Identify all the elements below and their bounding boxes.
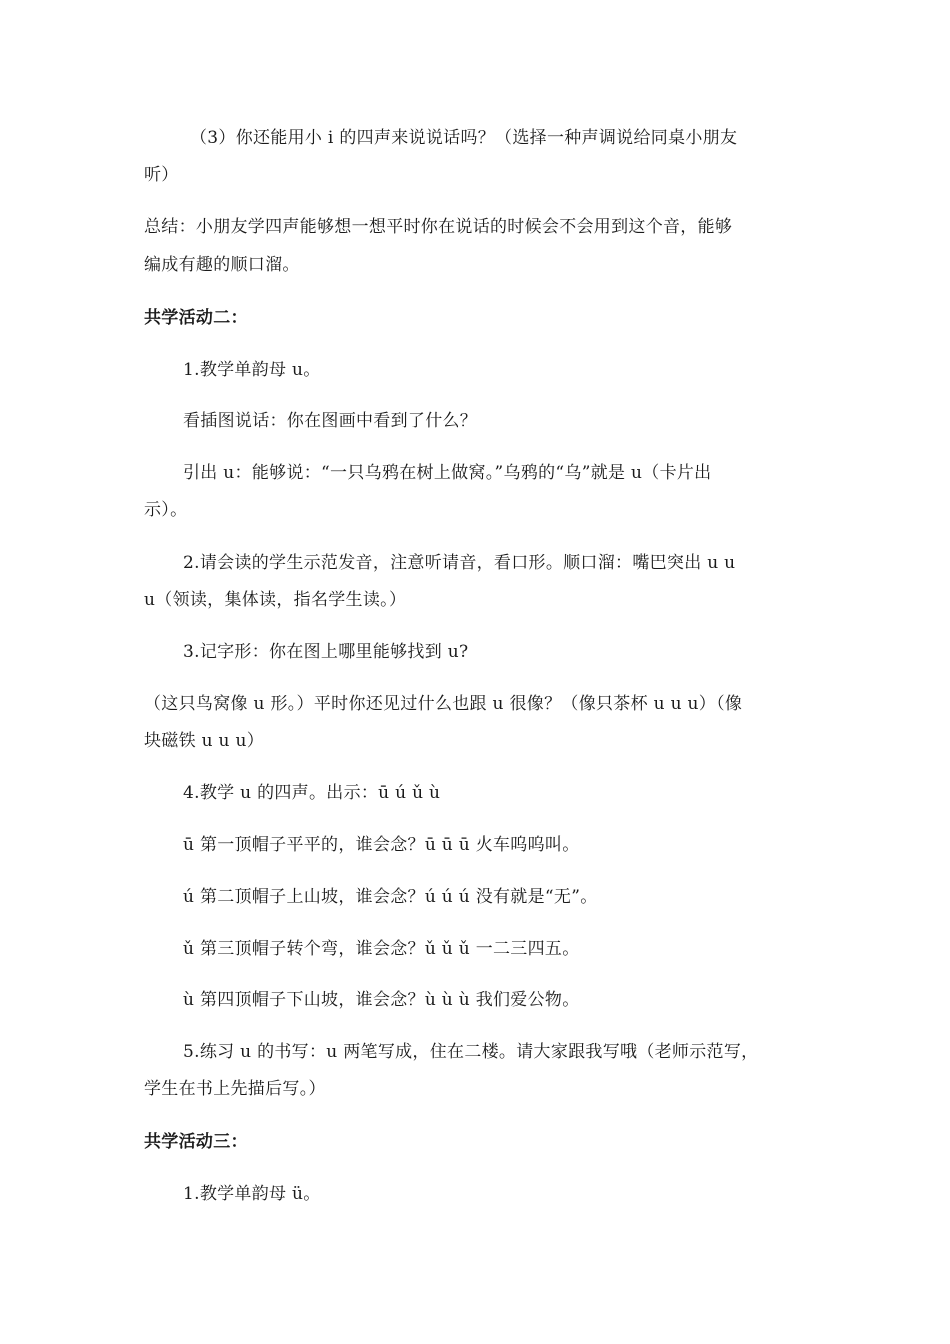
section-heading-activity-3: 共学活动三： — [144, 1132, 248, 1152]
paragraph-item-5-cont: 学生在书上先描后写。） — [144, 1079, 326, 1099]
paragraph-item-3: 3.记字形：你在图上哪里能够找到 u? — [183, 642, 469, 662]
paragraph-activity3-item-1: 1.教学单韵母 ü。 — [183, 1184, 321, 1204]
paragraph-tone-4: ù 第四顶帽子下山坡，谁会念？ù ù ù 我们爱公物。 — [183, 990, 580, 1010]
paragraph-picture-talk: 看插图说话：你在图画中看到了什么？ — [183, 411, 478, 431]
paragraph-introduce-u: 引出 u：能够说：“一只乌鸦在树上做窝。”乌鸦的“乌”就是 u（卡片出 — [183, 463, 712, 483]
paragraph-item-2-cont: u（领读，集体读，指名学生读。） — [144, 590, 407, 610]
paragraph-item-1: 1.教学单韵母 u。 — [183, 360, 321, 380]
paragraph-tone-3: ǔ 第三顶帽子转个弯，谁会念？ǔ ǔ ǔ 一二三四五。 — [183, 939, 580, 959]
paragraph-shape: （这只鸟窝像 u 形。）平时你还见过什么也跟 u 很像？（像只茶杯 u u u）（像 — [144, 694, 743, 714]
paragraph-shape-cont: 块磁铁 u u u） — [144, 731, 265, 751]
paragraph-activity1-q3: （3）你还能用小 i 的四声来说说话吗？（选择一种声调说给同桌小朋友 — [190, 128, 738, 148]
paragraph-item-5: 5.练习 u 的书写：u 两笔写成，住在二楼。请大家跟我写哦（老师示范写， — [183, 1042, 759, 1062]
paragraph-tone-1: ū 第一顶帽子平平的，谁会念？ū ū ū 火车呜呜叫。 — [183, 835, 580, 855]
section-heading-activity-2: 共学活动二： — [144, 308, 248, 328]
paragraph-activity1-q3-cont: 听） — [144, 165, 179, 185]
paragraph-summary: 总结：小朋友学四声能够想一想平时你在说话的时候会不会用到这个音，能够 — [144, 217, 733, 237]
paragraph-summary-cont: 编成有趣的顺口溜。 — [144, 255, 300, 275]
paragraph-introduce-u-cont: 示）。 — [144, 500, 188, 520]
paragraph-item-4: 4.教学 u 的四声。出示：ū ú ǔ ù — [183, 783, 441, 803]
paragraph-item-2: 2.请会读的学生示范发音，注意听请音，看口形。顺口溜：嘴巴突出 u u — [183, 553, 736, 573]
paragraph-tone-2: ú 第二顶帽子上山坡，谁会念？ú ú ú 没有就是“无”。 — [183, 887, 598, 907]
